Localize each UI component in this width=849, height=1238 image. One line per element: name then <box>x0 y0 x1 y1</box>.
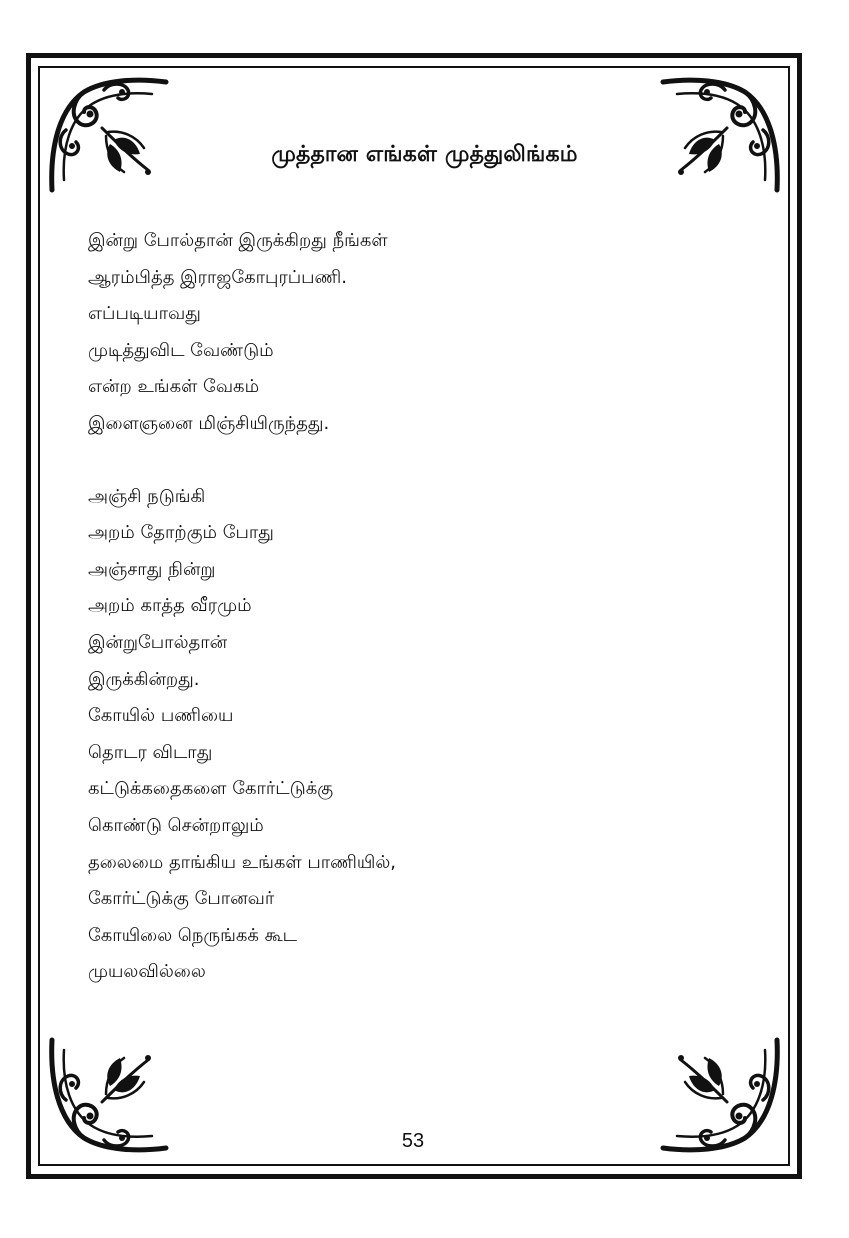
poem-line: கட்டுக்கதைகளை கோர்ட்டுக்கு <box>88 778 334 800</box>
poem-line: அறம் தோற்கும் போது <box>88 522 274 544</box>
poem-line: முடித்துவிட வேண்டும் <box>88 339 274 361</box>
page-number: 53 <box>401 1130 425 1152</box>
poem-line: முயலவில்லை <box>88 961 206 983</box>
poem-line: என்ற உங்கள் வேகம் <box>88 376 260 398</box>
poem-line: எப்படியாவது <box>88 303 201 325</box>
poem-line: இளைஞனை மிஞ்சியிருந்தது. <box>88 412 330 434</box>
poem-line: இன்றுபோல்தான் <box>88 631 228 653</box>
stanza-2 <box>88 482 688 994</box>
page-title: முத்தான எங்கள் முத்துலிங்கம் <box>271 142 578 167</box>
poem-line: தலைமை தாங்கிய உங்கள் பாணியில், <box>88 851 397 873</box>
poem-line: இன்று போல்தான் இருக்கிறது நீங்கள் <box>88 230 388 251</box>
poem-line: கோயிலை நெருங்கக் கூட <box>88 924 298 946</box>
poem-line: கொண்டு சென்றாலும் <box>88 814 264 836</box>
poem-line: அஞ்சாது நின்று <box>88 558 216 580</box>
poem-line: கோயில் பணியை <box>88 705 234 727</box>
poem-line: ஆரம்பித்த இராஜகோபுரப்பணி. <box>88 266 348 288</box>
stanza-1 <box>88 226 688 446</box>
poem-body <box>88 226 688 994</box>
corner-ornament-top-left-icon <box>44 70 174 200</box>
poem-line: இருக்கின்றது. <box>88 668 200 690</box>
poem-line: அறம் காத்த வீரமும் <box>88 595 252 617</box>
poem-line: கோர்ட்டுக்கு போனவர் <box>88 888 275 910</box>
poem-line: அஞ்சி நடுங்கி <box>88 485 206 507</box>
stanza-gap <box>88 446 688 482</box>
corner-ornament-top-right-icon <box>655 70 785 200</box>
poem-line: தொடர விடாது <box>88 741 213 763</box>
